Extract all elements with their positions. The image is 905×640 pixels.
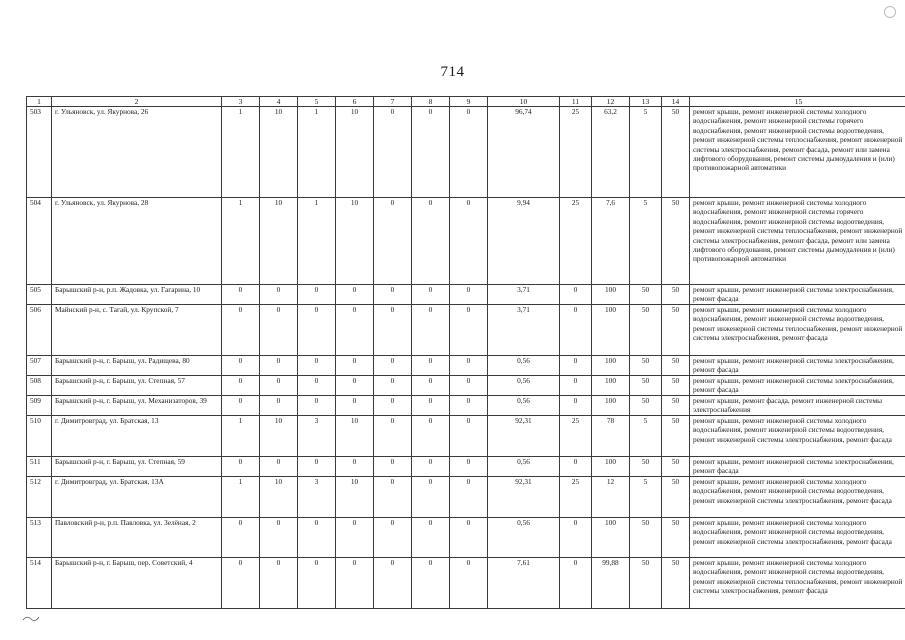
value-cell: 1 [222, 477, 260, 518]
value-cell: 0 [298, 457, 336, 477]
works-list-cell: ремонт крыши, ремонт инженерной системы холодного водоснабжения, ремонт инженерной системы горячего водоснабжения, ремонт инженерной системы водоотведения, ремонт инженерной системы теплоснабжения, ремонт инженерной системы электроснабжения, ремонт фасада, ремонт или замена лифтового оборудования, ремонт системы дымоудаления и (или) противопожарной автоматики [690, 107, 905, 198]
value-cell: 25 [560, 416, 592, 457]
address-cell: Барышский р-н, р.п. Жадовка, ул. Гагарина, 10 [52, 285, 222, 305]
value-cell: 0 [412, 305, 450, 356]
value-cell: 1 [298, 198, 336, 285]
value-cell: 50 [630, 457, 662, 477]
address-cell: г. Ульяновск, ул. Якурнова, 26 [52, 107, 222, 198]
table-row [27, 356, 905, 376]
value-cell: 50 [662, 477, 690, 518]
column-header: 6 [336, 97, 374, 107]
address-cell: Майнский р-н, с. Тагай, ул. Крупской, 7 [52, 305, 222, 356]
value-cell: 10 [260, 198, 298, 285]
value-cell: 0 [260, 356, 298, 376]
value-cell: 0,56 [488, 376, 560, 396]
value-cell: 100 [592, 376, 630, 396]
table-row [27, 396, 905, 416]
value-cell: 100 [592, 305, 630, 356]
row-number-cell: 503 [27, 107, 52, 198]
value-cell: 10 [260, 107, 298, 198]
value-cell: 0 [412, 558, 450, 609]
table-row [27, 416, 905, 457]
value-cell: 0 [374, 198, 412, 285]
row-number-cell: 510 [27, 416, 52, 457]
value-cell: 0 [336, 376, 374, 396]
value-cell: 0 [412, 107, 450, 198]
value-cell: 50 [662, 356, 690, 376]
value-cell: 0 [336, 305, 374, 356]
value-cell: 3,71 [488, 305, 560, 356]
column-header: 1 [27, 97, 52, 107]
works-list-cell: ремонт крыши, ремонт инженерной системы электроснабжения, ремонт фасада [690, 356, 905, 376]
address-cell: г. Димитровград, ул. Братская, 13А [52, 477, 222, 518]
address-cell: Барышский р-н, г. Барыш, ул. Механизаторов, 39 [52, 396, 222, 416]
works-list-cell: ремонт крыши, ремонт инженерной системы холодного водоснабжения, ремонт инженерной системы горячего водоснабжения, ремонт инженерной системы водоотведения, ремонт инженерной системы теплоснабжения, ремонт инженерной системы электроснабжения, ремонт фасада, ремонт или замена лифтового оборудования, ремонт системы дымоудаления и (или) противопожарной автоматики [690, 198, 905, 285]
value-cell: 0 [222, 285, 260, 305]
value-cell: 0 [560, 376, 592, 396]
table-row [27, 107, 905, 198]
value-cell: 25 [560, 107, 592, 198]
row-number-cell: 507 [27, 356, 52, 376]
value-cell: 50 [662, 198, 690, 285]
column-header: 4 [260, 97, 298, 107]
value-cell: 10 [336, 198, 374, 285]
value-cell: 10 [336, 416, 374, 457]
address-cell: г. Димитровград, ул. Братская, 13 [52, 416, 222, 457]
value-cell: 100 [592, 457, 630, 477]
table-row [27, 305, 905, 356]
address-cell: Павловский р-н, р.п. Павловка, ул. Зелёная, 2 [52, 518, 222, 558]
value-cell: 0 [412, 416, 450, 457]
value-cell: 0 [298, 376, 336, 396]
value-cell: 0 [560, 356, 592, 376]
row-number-cell: 505 [27, 285, 52, 305]
table-row [27, 376, 905, 396]
works-list-cell: ремонт крыши, ремонт инженерной системы электроснабжения, ремонт фасада [690, 285, 905, 305]
value-cell: 50 [630, 518, 662, 558]
value-cell: 96,74 [488, 107, 560, 198]
value-cell: 100 [592, 396, 630, 416]
address-cell: г. Ульяновск, ул. Якурнова, 28 [52, 198, 222, 285]
scan-corner-mark [884, 6, 896, 18]
address-cell: Барышский р-н, г. Барыш, ул. Степная, 57 [52, 376, 222, 396]
value-cell: 100 [592, 356, 630, 376]
works-list-cell: ремонт крыши, ремонт инженерной системы холодного водоснабжения, ремонт инженерной системы водоотведения, ремонт инженерной системы электроснабжения, ремонт фасада [690, 518, 905, 558]
value-cell: 0 [336, 356, 374, 376]
page-number: 714 [440, 64, 465, 80]
value-cell: 50 [662, 107, 690, 198]
value-cell: 0 [336, 396, 374, 416]
works-list-cell: ремонт крыши, ремонт инженерной системы холодного водоснабжения, ремонт инженерной системы водоотведения, ремонт инженерной системы электроснабжения, ремонт фасада [690, 416, 905, 457]
value-cell: 50 [662, 416, 690, 457]
row-number-cell: 509 [27, 396, 52, 416]
value-cell: 99,88 [592, 558, 630, 609]
value-cell: 9,94 [488, 198, 560, 285]
value-cell: 0,56 [488, 356, 560, 376]
column-number-header-row [27, 97, 905, 107]
value-cell: 0 [298, 518, 336, 558]
row-number-cell: 511 [27, 457, 52, 477]
value-cell: 1 [298, 107, 336, 198]
column-header: 14 [662, 97, 690, 107]
value-cell: 10 [260, 416, 298, 457]
value-cell: 0 [560, 285, 592, 305]
value-cell: 0 [374, 285, 412, 305]
value-cell: 0 [412, 356, 450, 376]
value-cell: 0 [560, 518, 592, 558]
value-cell: 0 [222, 518, 260, 558]
value-cell: 50 [662, 558, 690, 609]
value-cell: 0 [450, 356, 488, 376]
works-list-cell: ремонт крыши, ремонт инженерной системы холодного водоснабжения, ремонт инженерной системы водоотведения, ремонт инженерной системы теплоснабжения, ремонт инженерной системы электроснабжения, ремонт фасада [690, 558, 905, 609]
value-cell: 10 [336, 107, 374, 198]
value-cell: 0 [412, 396, 450, 416]
value-cell: 0 [560, 457, 592, 477]
repair-register-table [26, 96, 905, 609]
value-cell: 0 [222, 305, 260, 356]
value-cell: 0 [222, 376, 260, 396]
value-cell: 0 [260, 396, 298, 416]
value-cell: 92,31 [488, 416, 560, 457]
works-list-cell: ремонт крыши, ремонт инженерной системы электроснабжения, ремонт фасада [690, 457, 905, 477]
value-cell: 5 [630, 416, 662, 457]
value-cell: 0 [374, 457, 412, 477]
value-cell: 78 [592, 416, 630, 457]
value-cell: 0 [298, 356, 336, 376]
row-number-cell: 512 [27, 477, 52, 518]
column-header: 12 [592, 97, 630, 107]
value-cell: 0 [374, 518, 412, 558]
column-header: 5 [298, 97, 336, 107]
value-cell: 0 [374, 107, 412, 198]
value-cell: 0 [222, 558, 260, 609]
value-cell: 0 [560, 305, 592, 356]
value-cell: 0 [298, 305, 336, 356]
works-list-cell: ремонт крыши, ремонт инженерной системы электроснабжения, ремонт фасада [690, 376, 905, 396]
value-cell: 50 [662, 305, 690, 356]
value-cell: 0 [260, 518, 298, 558]
value-cell: 50 [630, 396, 662, 416]
table-row [27, 198, 905, 285]
value-cell: 50 [662, 457, 690, 477]
value-cell: 0 [260, 305, 298, 356]
table-row [27, 477, 905, 518]
column-header: 15 [690, 97, 905, 107]
value-cell: 1 [222, 198, 260, 285]
column-header: 8 [412, 97, 450, 107]
value-cell: 0 [222, 396, 260, 416]
value-cell: 0 [450, 457, 488, 477]
value-cell: 0 [412, 518, 450, 558]
value-cell: 0 [450, 558, 488, 609]
value-cell: 0 [374, 416, 412, 457]
value-cell: 0 [450, 285, 488, 305]
value-cell: 0 [450, 396, 488, 416]
value-cell: 0 [374, 558, 412, 609]
value-cell: 0 [298, 396, 336, 416]
value-cell: 50 [630, 376, 662, 396]
value-cell: 50 [662, 518, 690, 558]
table-row [27, 558, 905, 609]
value-cell: 0 [560, 396, 592, 416]
value-cell: 0 [260, 457, 298, 477]
value-cell: 0 [412, 198, 450, 285]
value-cell: 0 [412, 376, 450, 396]
value-cell: 0 [412, 285, 450, 305]
value-cell: 50 [630, 285, 662, 305]
value-cell: 0 [374, 396, 412, 416]
value-cell: 0 [450, 305, 488, 356]
value-cell: 0,56 [488, 457, 560, 477]
value-cell: 25 [560, 198, 592, 285]
value-cell: 7,6 [592, 198, 630, 285]
value-cell: 100 [592, 518, 630, 558]
column-header: 3 [222, 97, 260, 107]
value-cell: 0,56 [488, 396, 560, 416]
value-cell: 0 [222, 356, 260, 376]
value-cell: 63,2 [592, 107, 630, 198]
column-header: 13 [630, 97, 662, 107]
value-cell: 0 [450, 376, 488, 396]
value-cell: 25 [560, 477, 592, 518]
value-cell: 0 [298, 558, 336, 609]
value-cell: 1 [222, 107, 260, 198]
value-cell: 10 [336, 477, 374, 518]
value-cell: 50 [630, 356, 662, 376]
value-cell: 0 [374, 376, 412, 396]
value-cell: 0 [412, 457, 450, 477]
value-cell: 10 [260, 477, 298, 518]
row-number-cell: 514 [27, 558, 52, 609]
works-list-cell: ремонт крыши, ремонт инженерной системы холодного водоснабжения, ремонт инженерной системы водоотведения, ремонт инженерной системы теплоснабжения, ремонт инженерной системы электроснабжения, ремонт фасада [690, 305, 905, 356]
value-cell: 5 [630, 198, 662, 285]
value-cell: 5 [630, 477, 662, 518]
value-cell: 0 [374, 477, 412, 518]
scan-artifact-mark [22, 614, 40, 622]
value-cell: 0 [450, 198, 488, 285]
value-cell: 3 [298, 477, 336, 518]
value-cell: 5 [630, 107, 662, 198]
value-cell: 0 [412, 477, 450, 518]
value-cell: 1 [222, 416, 260, 457]
column-header: 7 [374, 97, 412, 107]
works-list-cell: ремонт крыши, ремонт фасада, ремонт инженерной системы электроснабжения [690, 396, 905, 416]
column-header: 9 [450, 97, 488, 107]
value-cell: 0 [260, 558, 298, 609]
value-cell: 50 [662, 376, 690, 396]
row-number-cell: 506 [27, 305, 52, 356]
value-cell: 0 [450, 477, 488, 518]
value-cell: 0,56 [488, 518, 560, 558]
value-cell: 92,31 [488, 477, 560, 518]
column-header: 10 [488, 97, 560, 107]
address-cell: Барышский р-н, г. Барыш, пер. Советский, 4 [52, 558, 222, 609]
value-cell: 0 [260, 376, 298, 396]
value-cell: 0 [336, 457, 374, 477]
value-cell: 3 [298, 416, 336, 457]
value-cell: 0 [374, 356, 412, 376]
column-header: 2 [52, 97, 222, 107]
value-cell: 0 [450, 107, 488, 198]
value-cell: 100 [592, 285, 630, 305]
column-header: 11 [560, 97, 592, 107]
row-number-cell: 513 [27, 518, 52, 558]
value-cell: 50 [630, 558, 662, 609]
row-number-cell: 504 [27, 198, 52, 285]
value-cell: 0 [560, 558, 592, 609]
works-list-cell: ремонт крыши, ремонт инженерной системы холодного водоснабжения, ремонт инженерной системы водоотведения, ремонт инженерной системы электроснабжения, ремонт фасада [690, 477, 905, 518]
value-cell: 50 [662, 285, 690, 305]
value-cell: 0 [298, 285, 336, 305]
value-cell: 7,61 [488, 558, 560, 609]
row-number-cell: 508 [27, 376, 52, 396]
table-row [27, 457, 905, 477]
value-cell: 0 [336, 558, 374, 609]
value-cell: 0 [336, 518, 374, 558]
address-cell: Барышский р-н, г. Барыш, ул. Радищева, 80 [52, 356, 222, 376]
value-cell: 50 [662, 396, 690, 416]
value-cell: 12 [592, 477, 630, 518]
table-row [27, 285, 905, 305]
address-cell: Барышский р-н, г. Барыш, ул. Степная, 59 [52, 457, 222, 477]
table-row [27, 518, 905, 558]
value-cell: 0 [222, 457, 260, 477]
value-cell: 0 [450, 518, 488, 558]
value-cell: 0 [450, 416, 488, 457]
value-cell: 0 [260, 285, 298, 305]
value-cell: 50 [630, 305, 662, 356]
value-cell: 0 [336, 285, 374, 305]
value-cell: 0 [374, 305, 412, 356]
value-cell: 3,71 [488, 285, 560, 305]
